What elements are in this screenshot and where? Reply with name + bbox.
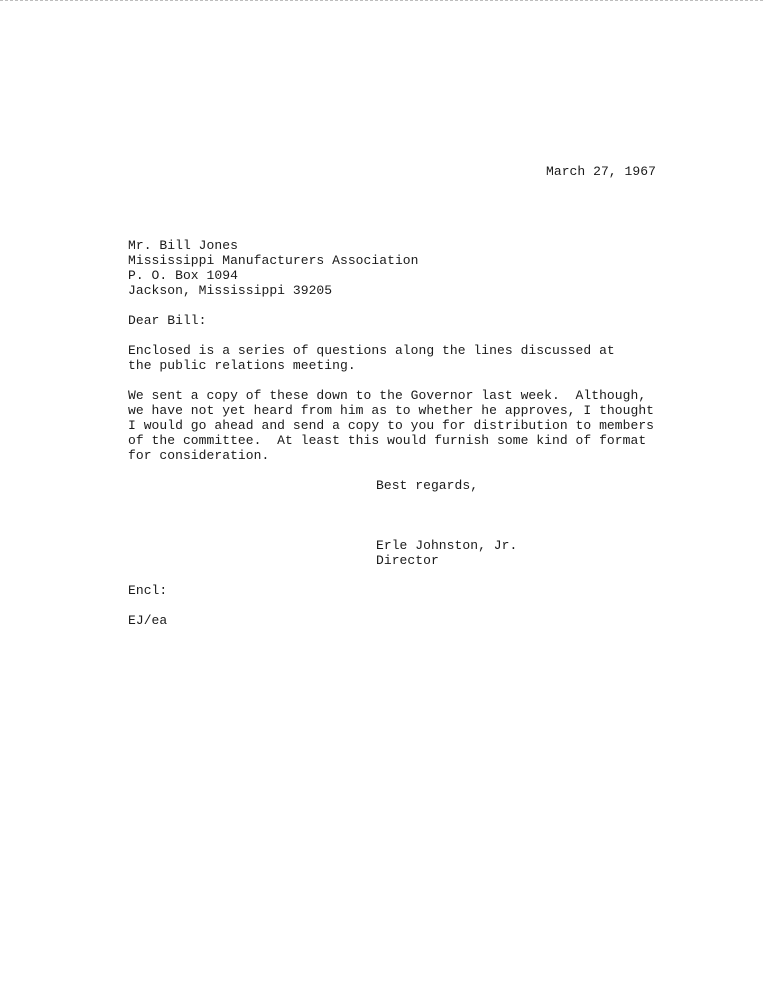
paragraph-2-line: we have not yet heard from him as to whether he approves, I thought <box>128 403 655 418</box>
typist-initials: EJ/ea <box>128 613 168 628</box>
paragraph-2-line: of the committee. At least this would furnish some kind of format <box>128 433 647 448</box>
closing: Best regards, <box>376 478 479 493</box>
recipient-name: Mr. Bill Jones <box>128 238 238 253</box>
paragraph-1-line: Enclosed is a series of questions along the lines discussed at <box>128 343 615 358</box>
paragraph-2-line: We sent a copy of these down to the Governor last week. Although, <box>128 388 647 403</box>
salutation: Dear Bill: <box>128 313 207 328</box>
paragraph-2-line: I would go ahead and send a copy to you for distribution to members <box>128 418 655 433</box>
recipient-city: Jackson, Mississippi 39205 <box>128 283 333 298</box>
recipient-organization: Mississippi Manufacturers Association <box>128 253 419 268</box>
letter-date: March 27, 1967 <box>546 164 656 179</box>
enclosure-note: Encl: <box>128 583 168 598</box>
signer-title: Director <box>376 553 439 568</box>
signer-name: Erle Johnston, Jr. <box>376 538 518 553</box>
paragraph-2-line: for consideration. <box>128 448 270 463</box>
recipient-po-box: P. O. Box 1094 <box>128 268 238 283</box>
paragraph-1-line: the public relations meeting. <box>128 358 356 373</box>
page-top-border <box>0 0 763 1</box>
